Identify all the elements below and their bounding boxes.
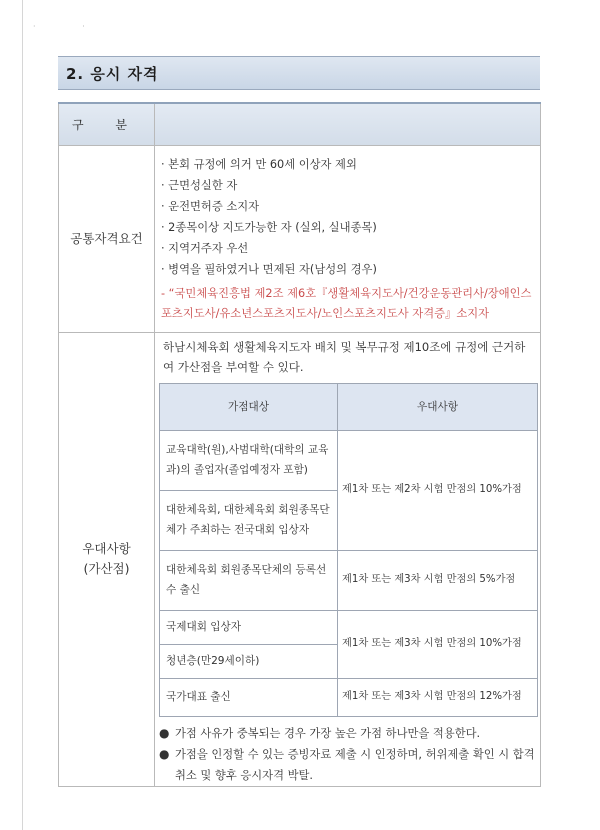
note-item: [159, 744, 536, 786]
preference-row: [59, 332, 541, 786]
bonus-col-target: 가점대상: [160, 383, 338, 430]
bonus-target: 청년층(만29세이하): [160, 644, 338, 678]
requirement-item: · 병역을 필하였거나 면제된 자(남성의 경우): [161, 262, 377, 276]
requirement-item: · 지역거주자 우선: [161, 241, 249, 255]
table-row: [160, 610, 538, 644]
bonus-target: 대한체육회 회원종목단체의 등록선수 출신: [160, 550, 338, 610]
requirement-item: · 2종목이상 지도가능한 자 (실외, 실내종목): [161, 220, 377, 234]
note-item: [159, 723, 536, 744]
header-content: [155, 103, 541, 145]
table-row: [160, 430, 538, 490]
note-text: 가점을 인정할 수 있는 증빙자료 제출 시 인정하며, 허위제출 확인 시 합격 취소 및 향후 응시자격 박탈.: [175, 747, 535, 782]
bonus-target: 교육대학(원),사범대학(대학의 교육과)의 졸업자(졸업예정자 포함): [160, 430, 338, 490]
page-edge: [22, 0, 23, 830]
table-row: [160, 678, 538, 716]
bonus-header-row: [160, 383, 538, 430]
requirement-item: · 운전면허증 소지자: [161, 199, 260, 213]
bonus-col-benefit: 우대사항: [338, 383, 538, 430]
certificate-note: - “국민체육진흥법 제2조 제6호『생활체육지도사/건강운동관리사/장애인스포츠지도사/유소년스포츠지도사/노인스포츠지도사 자격증』소지자: [161, 286, 532, 320]
common-label: 공통자격요건: [59, 145, 155, 332]
bonus-points-table: [159, 383, 538, 717]
qualification-table: [58, 102, 541, 787]
bonus-target: 국가대표 출신: [160, 678, 338, 716]
note-text: 가점 사유가 중복되는 경우 가장 높은 가점 하나만을 적용한다.: [175, 726, 481, 740]
bonus-target: 대한체육회, 대한체육회 회원종목단체가 주최하는 전국대회 입상자: [160, 490, 338, 550]
bullet-icon: ●: [159, 746, 170, 761]
header-category: 구 분: [59, 103, 155, 145]
table-row: [160, 550, 538, 610]
preference-label-line2: (가산점): [83, 561, 130, 576]
common-requirements-list: [155, 146, 540, 284]
bonus-benefit: 제1차 또는 제2차 시험 만점의 10%가점: [338, 430, 538, 550]
table-header-row: [59, 103, 541, 145]
scan-marks: · ·: [33, 22, 107, 31]
common-content: [155, 145, 541, 332]
requirement-item: · 본회 규정에 의거 만 60세 이상자 제외: [161, 157, 357, 171]
bullet-icon: ●: [159, 725, 170, 740]
preference-label: [59, 332, 155, 786]
bonus-benefit: 제1차 또는 제3차 시험 만점의 12%가점: [338, 678, 538, 716]
common-requirements-row: [59, 145, 541, 332]
preference-label-line1: 우대사항: [82, 541, 131, 556]
preference-content: [155, 332, 541, 786]
bonus-target: 국제대회 입상자: [160, 610, 338, 644]
preference-description: 하남시체육회 생활체육지도자 배치 및 복무규정 제10조에 규정에 근거하여 가산점을 부여할 수 있다.: [163, 339, 526, 374]
requirement-item: · 근면성실한 자: [161, 178, 238, 192]
preference-notes: [155, 723, 540, 786]
section-title: 2. 응시 자격: [58, 56, 540, 90]
bonus-benefit: 제1차 또는 제3차 시험 만점의 5%가점: [338, 550, 538, 610]
bonus-benefit: 제1차 또는 제3차 시험 만점의 10%가점: [338, 610, 538, 678]
